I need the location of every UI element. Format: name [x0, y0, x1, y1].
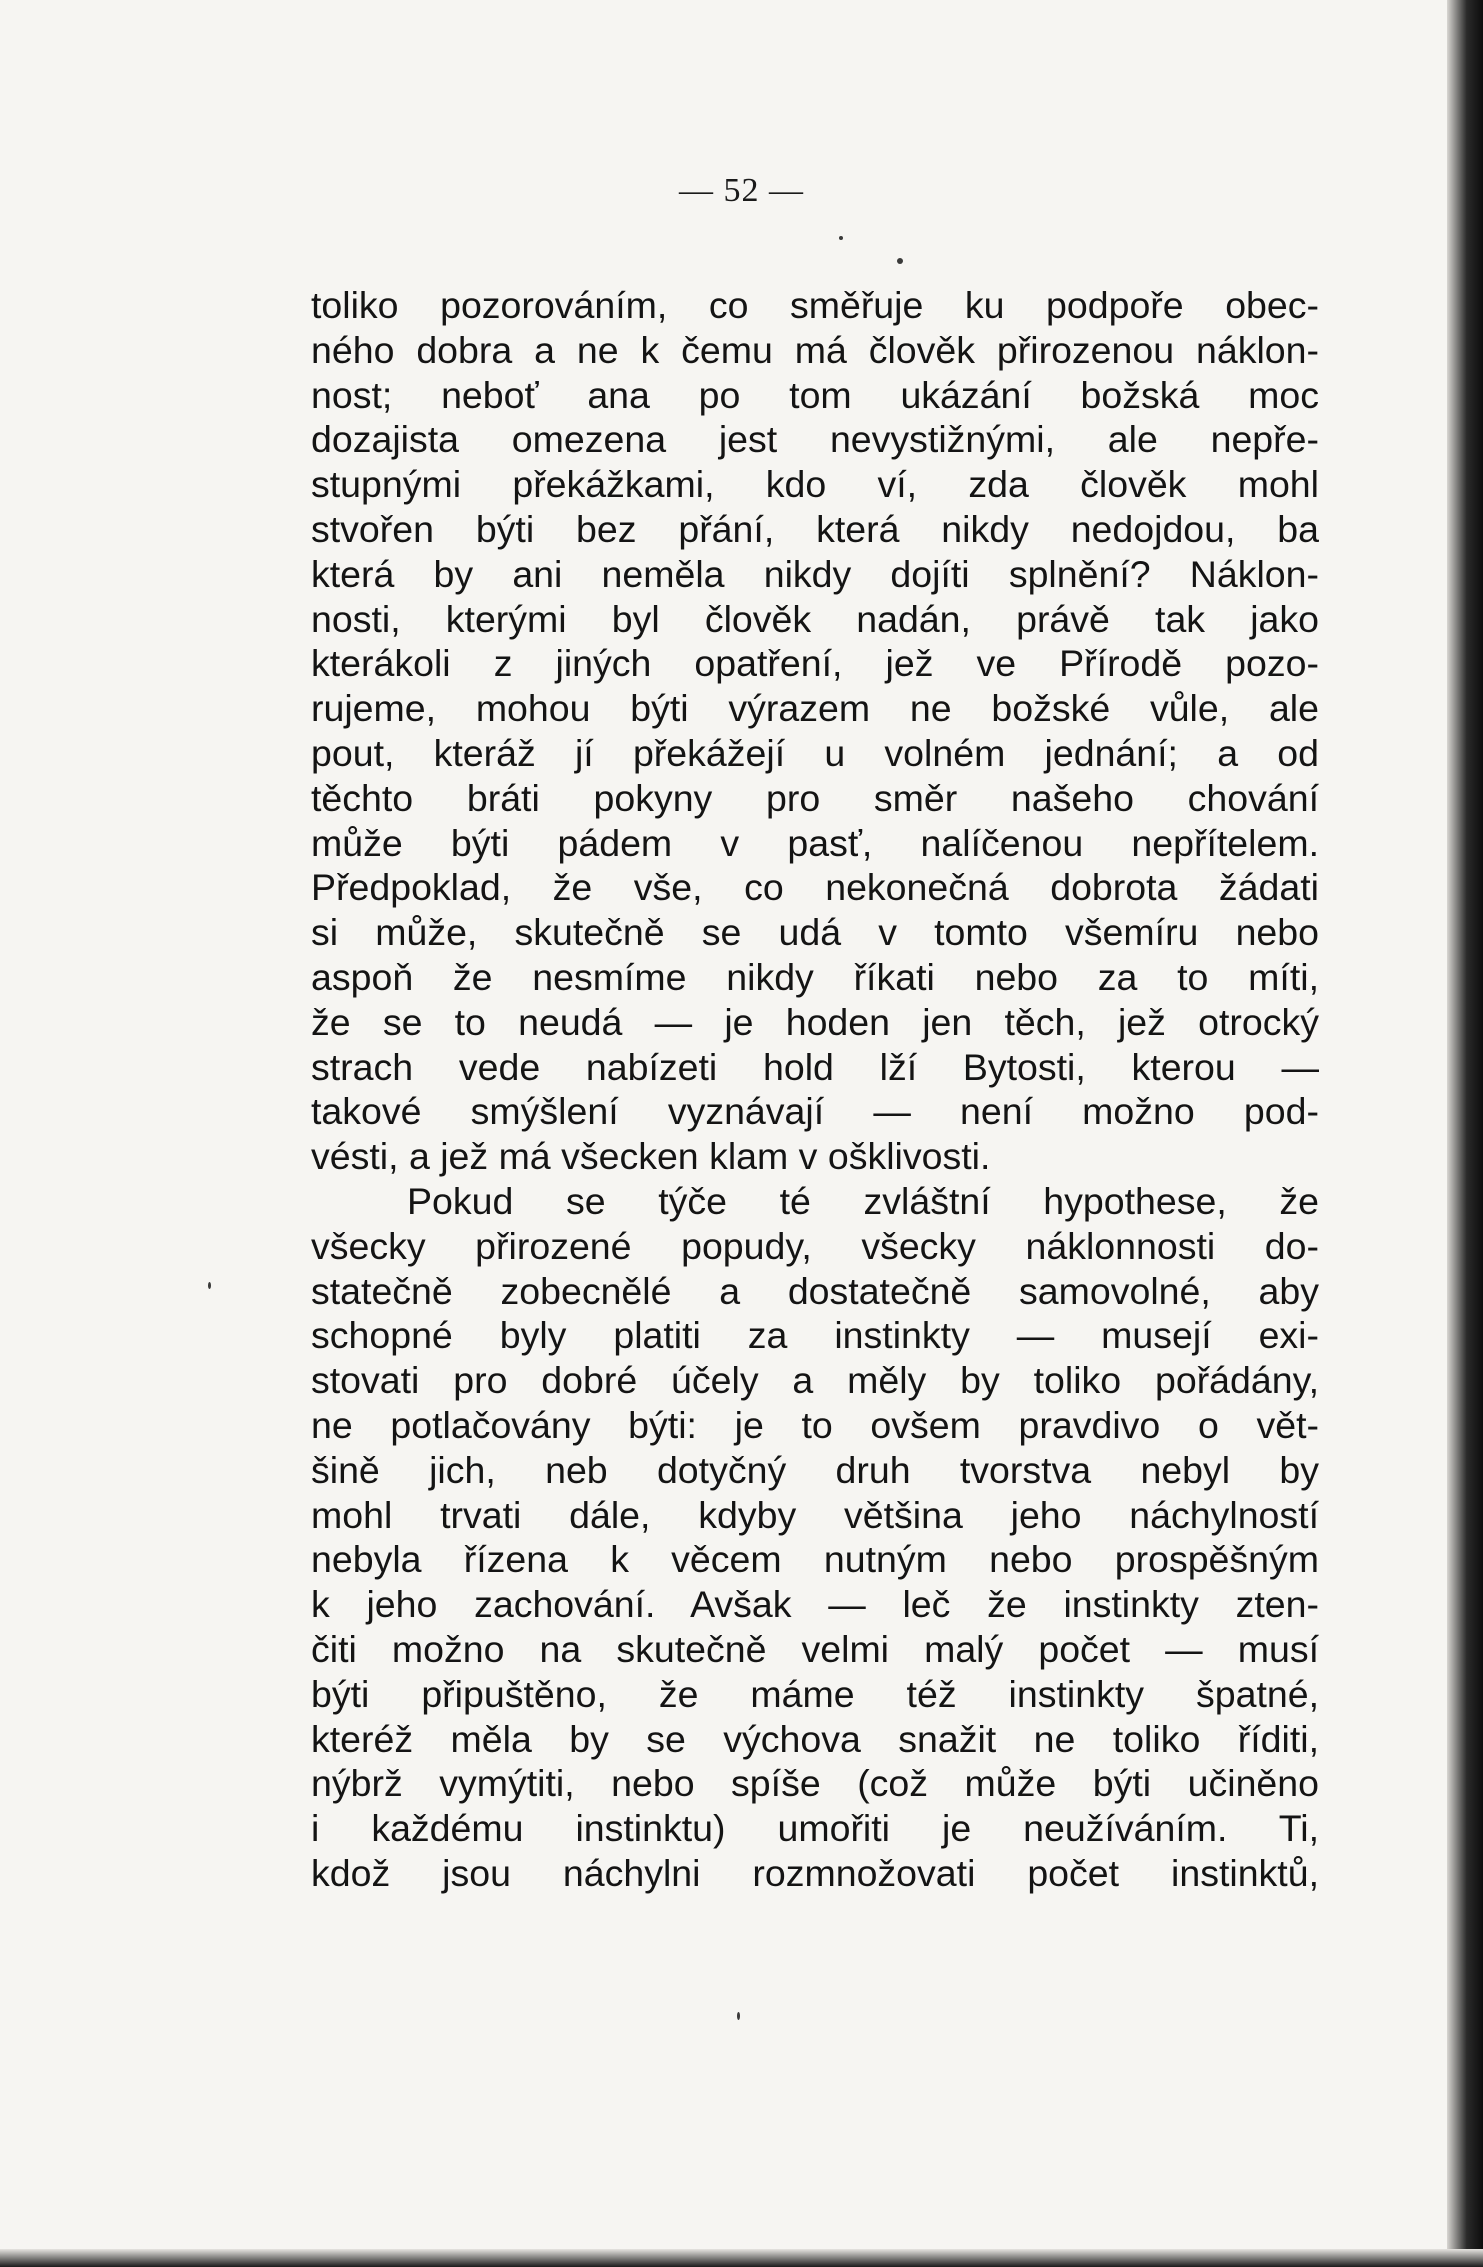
text-line: která by ani neměla nikdy dojíti splnění? Náklon- — [311, 552, 1319, 595]
body-text — [311, 283, 1319, 1896]
text-line: všecky přirozené popudy, všecky náklonnosti do- — [311, 1224, 1319, 1267]
text-line: aspoň že nesmíme nikdy říkati nebo za to míti, — [311, 955, 1319, 998]
text-line: stovati pro dobré účely a měly by toliko pořádány, — [311, 1359, 1319, 1402]
page-number: — 52 — — [679, 172, 804, 209]
text-line: těchto bráti pokyny pro směr našeho chování — [311, 776, 1319, 819]
print-speck — [737, 2012, 740, 2020]
text-line-paragraph-start: Pokud se týče té zvláštní hypothese, že — [407, 1179, 1319, 1222]
print-speck — [839, 236, 843, 240]
text-line: rujeme, mohou býti výrazem ne božské vůle, ale — [311, 687, 1319, 730]
text-line: pout, kteráž jí překážejí u volném jednání; a od — [311, 731, 1319, 774]
text-line: statečně zobecnělé a dostatečně samovolné, aby — [311, 1269, 1319, 1312]
text-line: býti připuštěno, že máme též instinkty špatné, — [311, 1672, 1319, 1715]
text-line: stvořen býti bez přání, která nikdy nedojdou, ba — [311, 507, 1319, 550]
text-line: kteréž měla by se výchova snažit ne toliko říditi, — [311, 1717, 1319, 1760]
text-line: toliko pozorováním, co směřuje ku podpoře obec- — [311, 284, 1319, 326]
print-speck — [897, 258, 903, 264]
text-line: nýbrž vymýtiti, nebo spíše (což může býti učiněno — [311, 1762, 1319, 1805]
text-line: si může, skutečně se udá v tomto všemíru nebo — [311, 911, 1319, 954]
print-speck — [208, 1282, 211, 1289]
text-line: nost; neboť ana po tom ukázání božská moc — [311, 373, 1319, 416]
text-line: vésti, a jež má všecken klam v ošklivosti. — [311, 1135, 991, 1178]
page-edge-shadow-right — [1447, 0, 1483, 2267]
text-line: stupnými překážkami, kdo ví, zda člověk mohl — [311, 463, 1319, 506]
text-line: nosti, kterými byl člověk nadán, právě tak jako — [311, 597, 1319, 640]
text-line: že se to neudá — je hoden jen těch, jež otrocký — [311, 1000, 1319, 1043]
text-line: k jeho zachování. Avšak — leč že instinkty zten- — [311, 1583, 1319, 1626]
text-line: čiti možno na skutečně velmi malý počet — musí — [311, 1627, 1319, 1670]
text-line: nebyla řízena k věcem nutným nebo prospěšným — [311, 1538, 1319, 1581]
text-line: ne potlačovány býti: je to ovšem pravdivo o vět- — [311, 1403, 1319, 1446]
text-line: Předpoklad, že vše, co nekonečná dobrota žádati — [311, 866, 1319, 909]
text-line: strach vede nabízeti hold lží Bytosti, kterou — — [311, 1045, 1319, 1088]
text-line: může býti pádem v pasť, nalíčenou nepřítelem. — [311, 821, 1319, 864]
page-edge-shadow-bottom — [0, 2249, 1483, 2267]
text-line: kdož jsou náchylni rozmnožovati počet instinktů, — [311, 1851, 1319, 1894]
text-line: mohl trvati dále, kdyby většina jeho náchylností — [311, 1493, 1319, 1536]
text-line: kterákoli z jiných opatření, jež ve Přírodě pozo- — [311, 642, 1319, 685]
text-line: i každému instinktu) umořiti je neužíváním. Ti, — [311, 1807, 1319, 1850]
text-line: šině jich, neb dotyčný druh tvorstva nebyl by — [311, 1448, 1319, 1491]
text-line: takové smýšlení vyznávají — není možno pod- — [311, 1090, 1319, 1133]
text-line: schopné byly platiti za instinkty — musejí exi- — [311, 1314, 1319, 1357]
text-line: ného dobra a ne k čemu má člověk přirozenou náklon- — [311, 328, 1319, 371]
text-line: dozajista omezena jest nevystižnými, ale nepře- — [311, 418, 1319, 461]
